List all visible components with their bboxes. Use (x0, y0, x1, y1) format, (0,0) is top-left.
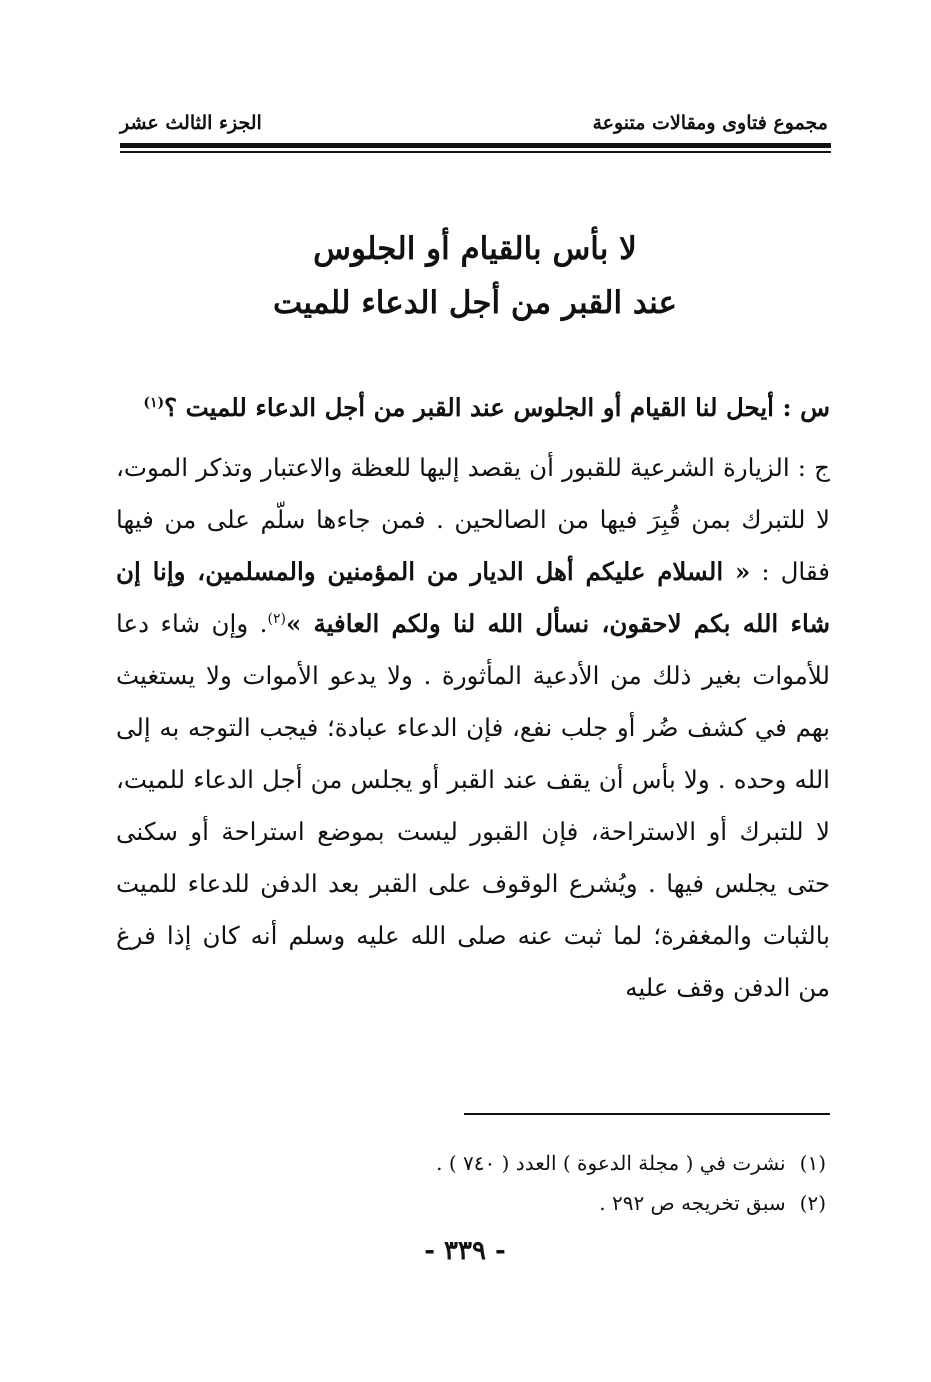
footnote-text: نشرت في ( مجلة الدعوة ) العدد ( ٧٤٠ ) . (436, 1151, 786, 1175)
header-rule-thin (120, 151, 831, 153)
footnote-item (120, 1143, 826, 1183)
footnote-ref-1: (١) (143, 394, 165, 411)
answer-text-2: . وإن شاء دعا للأموات بغير ذلك من الأدعية المأثورة . ولا يدعو الأموات ولا يستغيث بهم في كشف ضُر أو جلب نفع، فإن الدعاء عبادة؛ فيجب التوجه به إلى الله وحده . ولا بأس أن يقف عند القبر أو يجلس من أجل الدعاء للميت، لا للتبرك أو الاستراحة، فإن القبور ليست بموضع استراحة أو سكنى حتى يجلس فيها . ويُشرع الوقوف على القبر بعد الدفن للدعاء للميت بالثبات والمغفرة؛ لما ثبت عنه صلى الله عليه وسلم أنه كان إذا فرغ من الدفن وقف عليه (116, 609, 830, 1002)
question-text: س : أيحل لنا القيام أو الجلوس عند القبر من أجل الدعاء للميت ؟ (164, 393, 830, 422)
footnote-number: (١) (799, 1151, 826, 1175)
question-paragraph (116, 382, 830, 434)
running-header (120, 108, 828, 138)
hadith-quote: « السلام عليكم أهل الديار من المؤمنين والمسلمين، وإنا إن شاء الله بكم لاحقون، نسأل الله لنا ولكم العافية » (116, 557, 830, 638)
footnote-item (120, 1183, 826, 1223)
book-title: مجموع فتاوى ومقالات متنوعة (592, 112, 828, 134)
volume-label: الجزء الثالث عشر (120, 112, 262, 134)
footnotes (120, 1143, 826, 1223)
answer-paragraph (116, 442, 830, 1014)
article-body (116, 382, 830, 1022)
title-line-1: لا بأس بالقيام أو الجلوس (313, 231, 637, 267)
footnote-separator (464, 1113, 830, 1115)
page-number: - ٣٣٩ - (424, 1236, 506, 1266)
footnote-number: (٢) (799, 1191, 826, 1215)
answer-text-1: ج : الزيارة الشرعية للقبور أن يقصد إليها للعظة والاعتبار وتذكر الموت، لا للتبرك بمن قُبِرَ فيها من الصالحين . فمن جاءها سلّم على من فيها فقال : (116, 453, 830, 586)
header-rule-thick (120, 143, 831, 148)
footnote-text: سبق تخريجه ص ٢٩٢ . (599, 1191, 786, 1215)
title-line-2: عند القبر من أجل الدعاء للميت (272, 285, 677, 321)
article-title (150, 222, 800, 330)
footnote-ref-2: (٢) (267, 610, 286, 627)
